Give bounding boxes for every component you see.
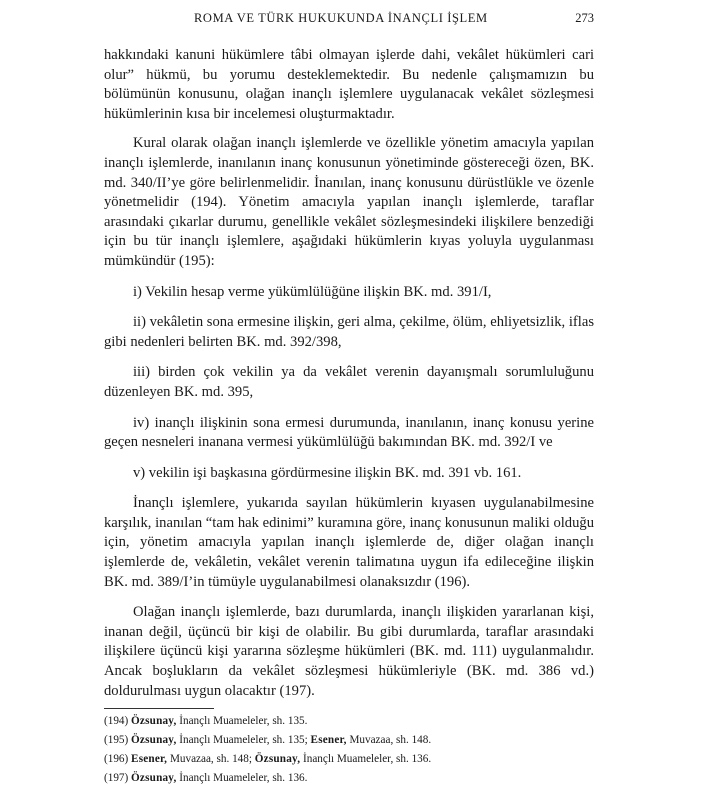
- footnote-author: Özsunay,: [131, 734, 177, 746]
- footnote-1: [104, 731, 594, 750]
- paragraph-continuation: hakkındaki kanuni hükümlere tâbi olmayan işlerde dahi, vekâlet hükümleri cari olur” hükmü, bu yorumu desteklemektedir. Bu nedenle çalışmamızın bu bölümünün konusunu, olağan inançlı işlemlere uygulanacak vekâlet sözleşmesi hükümlerinin kısa bir incelemesi oluşturmaktadır.: [104, 47, 594, 122]
- paragraph-third-party: Olağan inançlı işlemlerde, bazı durumlarda, inançlı ilişkiden yararlanan kişi, inanan değil, üçüncü bir kişi de olabilir. Bu gibi durumlarda, taraflar arasındaki ilişkilere üçüncü kişi yararına sözleşme hükümleri (BK. md. 111) uygulanmalıdır. Ancak boşlukların da vekâlet sözleşmesi hükümleriyle (BK. md. 386 vd.) doldurulması uygun olacaktır (197).: [104, 604, 594, 699]
- list-item-iv: iv) inançlı ilişkinin sona ermesi durumunda, inanılanın, inanç konusu yerine geçen nesneleri inanana vermesi yükümlülüğü bakımından BK. md. 392/I ve: [104, 414, 594, 451]
- footnote-3: [104, 769, 594, 788]
- list-item-iii: iii) birden çok vekilin ya da vekâlet verenin dayanışmalı sorumluluğunu düzenleyen BK. md. 395,: [104, 364, 594, 400]
- footnote-0: [104, 712, 594, 731]
- footnote-number: (197): [104, 772, 132, 784]
- footnote-author: Esener,: [310, 734, 347, 746]
- footnote-author: Esener,: [131, 753, 168, 765]
- footnotes: [104, 712, 594, 788]
- list-item-ii: ii) vekâletin sona ermesine ilişkin, geri alma, çekilme, ölüm, ehliyetsizlik, iflas gibi nedenleri belirten BK. md. 392/398,: [104, 314, 594, 350]
- header-title: ROMA VE TÜRK HUKUKUNDA İNANÇLI İŞLEM: [194, 11, 488, 25]
- footnote-2: [104, 750, 594, 769]
- paragraph-analogy: Kural olarak olağan inançlı işlemlerde ve özellikle yönetim amacıyla yapılan inançlı işlemlerde, inanılanın inanç konusunun yönetiminde göstereceği özen, BK. md. 340/II’ye göre belirlenmelidir. İnanılan, inanç konusunu dürüstlükle ve özenle yönetmelidir (194). Yönetim amacıyla yapılan inançlı işlemlerde, taraflar arasındaki çıkarlar durumu, genellikle vekâlet sözleşmesindeki ilişkilere benzediği için bu tür inançlı işlemlere, aşağıdaki hükümlerin kıyas yoluyla uygulanması mümkündür (195):: [104, 135, 594, 269]
- page-number: 273: [575, 11, 594, 25]
- running-header: [104, 11, 594, 31]
- paragraph-full-title: İnançlı işlemlere, yukarıda sayılan hükümlerin kıyasen uygulanabilmesine karşılık, inanılan “tam hak edinimi” kuramına göre, inanç konusunun maliki olduğu için, yönetim amacıyla yapılan inançlı işlemlerde de, diğer olağan inançlı işlemlerde de, vekâletin, vekâlet verenin talimatına uygun ifa edileceğine ilişkin BK. md. 389/I’in tümüyle uygulanabilmesi olanaksızdır (196).: [104, 495, 594, 590]
- footnote-citation: İnançlı Muameleler, sh. 135.: [176, 715, 308, 727]
- footnote-author: Özsunay,: [131, 715, 177, 727]
- footnote-author: Özsunay,: [254, 753, 301, 765]
- footnote-citation: Muvazaa, sh. 148.: [346, 734, 432, 746]
- list-item-v: v) vekilin işi başkasına gördürmesine ilişkin BK. md. 391 vb. 161.: [133, 464, 522, 481]
- footnote-number: (194): [104, 715, 132, 727]
- footnote-rule: [104, 708, 214, 709]
- footnote-citation: Muvazaa, sh. 148;: [167, 753, 255, 765]
- body-text: [104, 46, 594, 701]
- footnote-author: Özsunay,: [131, 772, 177, 784]
- footnote-number: (195): [104, 734, 132, 746]
- list-item-i: i) Vekilin hesap verme yükümlülüğüne ilişkin BK. md. 391/I,: [133, 283, 492, 300]
- footnote-citation: İnançlı Muameleler, sh. 136.: [300, 753, 432, 765]
- footnote-citation: İnançlı Muameleler, sh. 135;: [176, 734, 311, 746]
- footnote-citation: İnançlı Muameleler, sh. 136.: [176, 772, 308, 784]
- footnote-number: (196): [104, 753, 132, 765]
